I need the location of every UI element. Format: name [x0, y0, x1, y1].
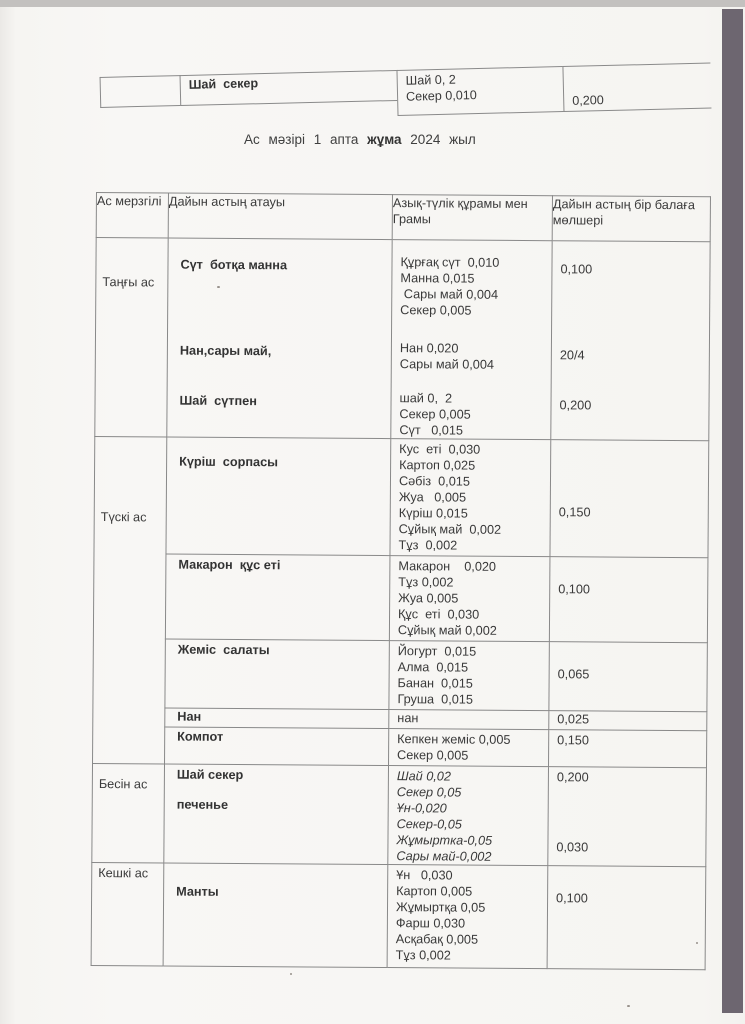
lunch-row-compote — [93, 726, 707, 767]
carryover-empty-cell — [100, 75, 181, 108]
ingredients-list: Кус еті 0,030 Картоп 0,025 Сәбіз 0,015 Жуа 0,005 Күріш 0,015 Сұйық май 0,002 Тұз 0,002 — [398, 442, 502, 553]
ingredients-list: шай 0, 2 Секер 0,005 Сүт 0,015 — [399, 391, 471, 438]
lunch-meal-cell — [93, 436, 167, 763]
dish-name: Күріш сорпасы — [179, 454, 279, 470]
carryover-table-fragment — [100, 63, 712, 123]
dish-name: Шай сүтпен — [179, 393, 257, 409]
header-meal-time: Ас мерзгілі — [96, 193, 168, 239]
portion-value: 0,100 — [560, 262, 593, 277]
ingredients-list: нан — [397, 711, 419, 726]
portion-value: 0,100 — [558, 582, 591, 597]
portion-value: 0,200 — [559, 398, 592, 413]
ingredients-list: Кепкен жеміс 0,005 Секер 0,005 — [397, 732, 511, 763]
title-weekday: жұма — [367, 132, 402, 147]
ingredients-list: Макарон 0,020 Тұз 0,002 Жуа 0,005 Құс еті 0,030 Сұйық май 0,002 — [397, 559, 497, 638]
carryover-dish-cell — [180, 70, 398, 106]
dinner-dish-cell — [163, 863, 388, 968]
lunch-ingredients-cell — [389, 556, 550, 642]
carryover-portion: 0,200 — [572, 93, 604, 108]
lunch-ingredients-cell — [389, 729, 549, 767]
portion-value: 0,150 — [557, 733, 589, 748]
ingredients-list: Йогурт 0,015 Алма 0,015 Банан 0,015 Груша 0,015 — [397, 644, 477, 707]
lunch-dish-cell — [165, 639, 389, 710]
scan-speck — [290, 973, 292, 975]
lunch-ingredients-cell — [389, 710, 549, 730]
dish-name: Шай секер — [176, 767, 244, 783]
portion-value: 0,150 — [558, 505, 591, 520]
title-year: 2024 жыл — [410, 132, 476, 147]
dinner-ingredients-cell — [387, 865, 548, 969]
portion-value: 20/4 — [559, 348, 585, 363]
portion-value: 0,100 — [556, 891, 588, 906]
snack-dish-cell — [164, 764, 389, 865]
ingredients-list: Құрғақ сүт 0,010 Манна 0,015 Сары май 0,004 Секер 0,005 — [400, 255, 500, 318]
header-dish-name: Дайын астың атауы — [168, 193, 392, 240]
lunch-meal-label: Түскі ас — [100, 510, 147, 525]
breakfast-ingredients-cell — [391, 240, 552, 440]
header-ingredients: Азық-түлік құрамы мен Грамы — [392, 195, 552, 241]
dish-name: Макарон құс еті — [178, 557, 281, 573]
breakfast-row — [95, 238, 710, 441]
dinner-portion-cell — [547, 866, 706, 970]
lunch-portion-cell — [548, 730, 706, 768]
dinner-meal-label: Кешкі ас — [98, 866, 149, 881]
portion-value: 0,065 — [557, 667, 590, 682]
carryover-ingredients-cell — [396, 66, 563, 116]
dish-name: Манты — [176, 884, 219, 899]
snack-meal-cell — [92, 763, 165, 863]
lunch-dish-cell — [165, 708, 389, 729]
lunch-portion-cell — [549, 711, 707, 731]
menu-table — [91, 192, 711, 970]
ingredients-list: Шай 0,02 Секер 0,05 Ұн-0,020 Секер-0,05 Жұмыртка-0,05 Сары май-0,002 — [396, 769, 493, 864]
menu-table-wrap — [91, 192, 711, 970]
lunch-dish-cell — [165, 554, 390, 641]
lunch-dish-cell — [166, 437, 391, 556]
page-title — [244, 132, 476, 147]
breakfast-meal-label: Таңғы ас — [102, 275, 155, 290]
snack-portion-cell — [548, 767, 707, 867]
breakfast-portion-cell — [551, 241, 710, 441]
lunch-ingredients-cell — [389, 641, 549, 711]
breakfast-meal-cell — [95, 238, 168, 437]
scan-speck — [217, 286, 220, 288]
dish-name: Компот — [177, 729, 224, 744]
dish-name: Нан — [177, 709, 202, 724]
lunch-dish-cell — [165, 727, 389, 766]
lunch-portion-cell — [549, 642, 707, 712]
portion-value: 0,030 — [556, 840, 589, 855]
breakfast-dish-cell — [167, 238, 392, 439]
dish-name: Сүт ботқа манна — [180, 257, 288, 273]
lunch-row-soup — [94, 436, 709, 557]
snack-row — [92, 763, 707, 866]
snack-ingredients-cell — [388, 766, 549, 866]
lunch-ingredients-cell — [390, 439, 551, 557]
portion-value: 0,025 — [557, 712, 590, 727]
dinner-meal-cell — [91, 862, 164, 966]
title-prefix: Ас мәзірі 1 апта — [244, 132, 359, 147]
lunch-row-pasta — [93, 553, 708, 642]
dish-name: Нан,сары май, — [179, 343, 272, 359]
scan-speck — [696, 942, 698, 944]
dish-name: печенье — [176, 797, 229, 812]
dish-name: Жеміс салаты — [177, 642, 270, 658]
menu-header-row — [96, 193, 710, 242]
snack-meal-label: Бесін ас — [98, 777, 148, 792]
lunch-row-salad — [93, 638, 707, 711]
carryover-ingredients: Шай 0, 2 Секер 0,010 — [405, 72, 478, 104]
lunch-portion-cell — [550, 440, 709, 558]
carryover-dish-name: Шай секер — [188, 76, 259, 92]
scan-edge-right — [722, 9, 743, 1013]
portion-value: 0,200 — [556, 770, 589, 785]
header-portion: Дайын астың бір балаға мөлшері — [552, 196, 710, 242]
scan-edge-top — [0, 0, 745, 7]
carryover-portion-cell — [562, 63, 711, 112]
ingredients-list: Нан 0,020 Сары май 0,004 — [399, 341, 495, 372]
lunch-portion-cell — [549, 557, 708, 643]
dinner-row — [91, 862, 706, 969]
scan-speck — [627, 1005, 630, 1007]
ingredients-list: Ұн 0,030 Картоп 0,005 Жұмыртқа 0,05 Фарш 0,030 Асқабақ 0,005 Тұз 0,002 — [395, 868, 486, 963]
